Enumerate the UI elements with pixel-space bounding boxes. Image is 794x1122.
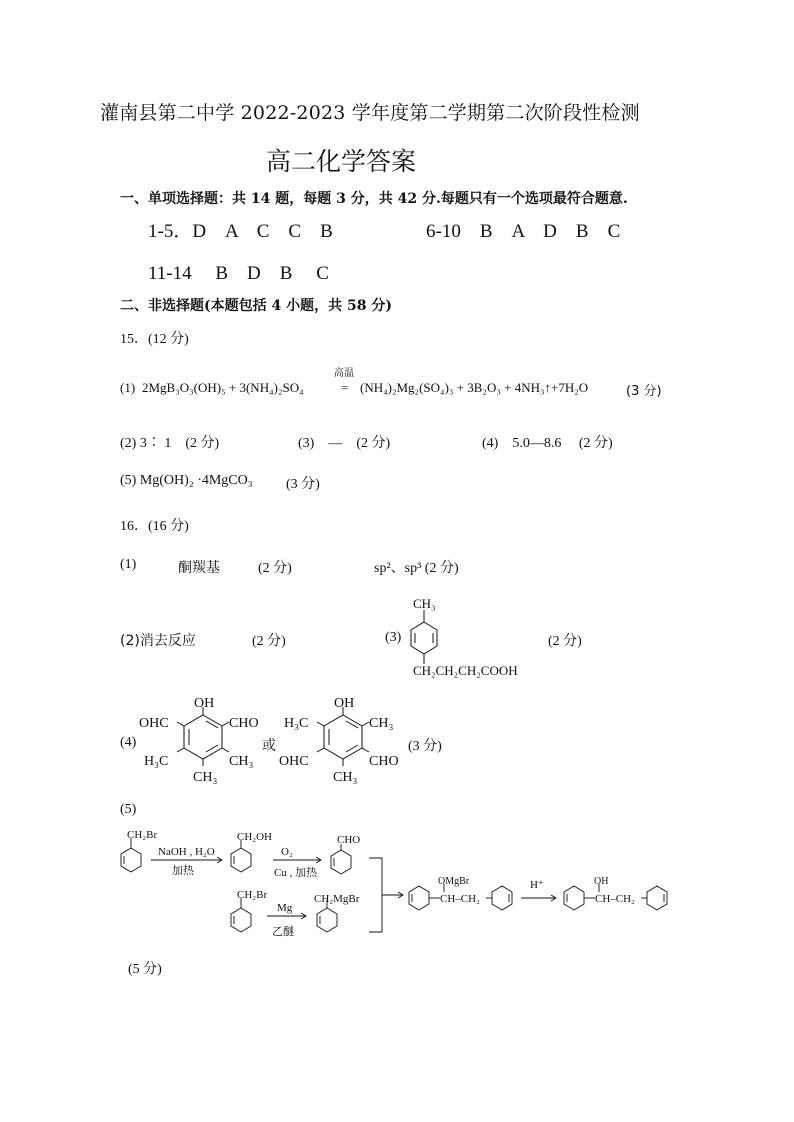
syn-product-chain: CH–CH₂ — [595, 893, 635, 905]
q15-p3: (3) — (2 分) — [298, 436, 391, 451]
q16-p5-number: (5) — [120, 802, 137, 817]
q16-m2-upper-left: H₃C — [284, 716, 309, 731]
q16-p3-score: (2 分) — [548, 634, 582, 649]
q15-p1-condition: 高温 — [334, 368, 354, 379]
q16-m1-lower-left: H₃C — [144, 754, 169, 769]
q15-p1-equals: = — [341, 380, 349, 395]
syn-reagent-2: O₂ — [281, 846, 293, 858]
q15-p1-products: (NH₄)₂Mg₂(SO₄)₃ + 3B₂O₃ + 4NH₃↑+7H₂O — [360, 380, 589, 395]
q15-p1-reactants: 2MgB₃O₃(OH)₅ + 3(NH₄)₂SO₄ — [142, 380, 304, 395]
syn-reagent-1: NaOH , H₂O — [158, 846, 215, 858]
q16-m2-top: OH — [334, 696, 355, 711]
q16-p1-number: (1) — [120, 557, 137, 572]
q16-label: 16．(16 分) — [120, 519, 189, 534]
q15-p5-formula: (5) Mg(OH)₂ ·4MgCO₃ — [120, 473, 253, 488]
syn-intermediate-omgbr: OMgBr — [438, 876, 470, 887]
syn-reagent-4: H⁺ — [530, 879, 544, 891]
q16-p1-hybridization: sp²、sp³ (2 分) — [374, 561, 459, 576]
q16-m1-top: OH — [194, 696, 215, 711]
section-1-heading: 一、单项选择题：共 14 题，每题 3 分，共 42 分.每题只有一个选项最符合题意. — [120, 191, 628, 207]
q16-m2-lower-right: CHO — [369, 754, 399, 769]
syn-benzyl-alcohol-label: CH₂OH — [237, 831, 273, 843]
q16-p3-number: (3) — [385, 630, 402, 645]
syn-reagent-3: Mg — [277, 902, 293, 914]
q16-p2: (2)消去反应 — [120, 633, 196, 649]
syn-benzyl-bromide-2-label: CH₂Br — [237, 889, 268, 901]
q16-m1-upper-right: CHO — [229, 716, 259, 731]
syn-benzyl-bromide-label: CH₂Br — [127, 829, 158, 841]
q15-p2: (2) 3∶ 1 (2 分) — [120, 436, 220, 451]
q16-p3-structure — [411, 610, 437, 664]
q15-p1-number: (1) — [120, 380, 136, 395]
syn-condition-2: Cu , 加热 — [274, 867, 318, 879]
syn-condition-3: 乙醚 — [272, 926, 294, 938]
document-title: 灌南县第二中学 2022-2023 学年度第二学期第二次阶段性检测 — [100, 102, 640, 124]
syn-benzaldehyde-label: CHO — [337, 834, 361, 846]
syn-condition-1: 加热 — [172, 865, 194, 877]
q16-p4-structure-1 — [177, 707, 229, 766]
q16-p5-score: (5 分) — [128, 962, 162, 977]
q16-m1-upper-left: OHC — [139, 716, 169, 731]
q16-m2-bottom: CH₃ — [333, 770, 358, 785]
q16-p4-or: 或 — [262, 739, 276, 754]
answers-6-10: 6-10 B A D B C — [426, 221, 621, 242]
q16-p1-answer: 酮羰基 — [178, 561, 220, 576]
q16-p3-methyl: CH₃ — [413, 596, 436, 611]
q16-m2-upper-right: CH₃ — [369, 716, 394, 731]
q16-p2-score: (2 分) — [252, 634, 286, 649]
syn-product-oh: OH — [594, 876, 609, 887]
syn-intermediate-chain: CH–CH₂ — [440, 893, 480, 905]
q15-p4: (4) 5.0—8.6 (2 分) — [482, 436, 613, 451]
q16-p1-score: (2 分) — [258, 561, 292, 576]
q15-p1-score: (3 分) — [626, 384, 662, 399]
answers-11-14: 11-14 B D B C — [148, 263, 329, 284]
document-subtitle: 高二化学答案 — [266, 147, 417, 176]
q16-m1-bottom: CH₃ — [193, 770, 218, 785]
q16-p4-structure-2 — [317, 707, 369, 766]
q15-label: 15．(12 分) — [120, 332, 189, 347]
answers-1-5: 1-5．D A C C B — [148, 221, 333, 242]
q16-p4-number: (4) — [120, 735, 137, 750]
q16-p3-chain: CH₂CH₂CH₂COOH — [413, 663, 518, 678]
q16-m2-lower-left: OHC — [279, 754, 309, 769]
q16-m1-lower-right: CH₃ — [229, 754, 254, 769]
q15-p5-score: (3 分) — [286, 477, 320, 492]
syn-grignard-label: CH₂MgBr — [314, 893, 360, 905]
section-2-heading: 二、非选择题(本题包括 4 小题，共 58 分) — [120, 298, 392, 314]
q16-p4-score: (3 分) — [408, 739, 442, 754]
